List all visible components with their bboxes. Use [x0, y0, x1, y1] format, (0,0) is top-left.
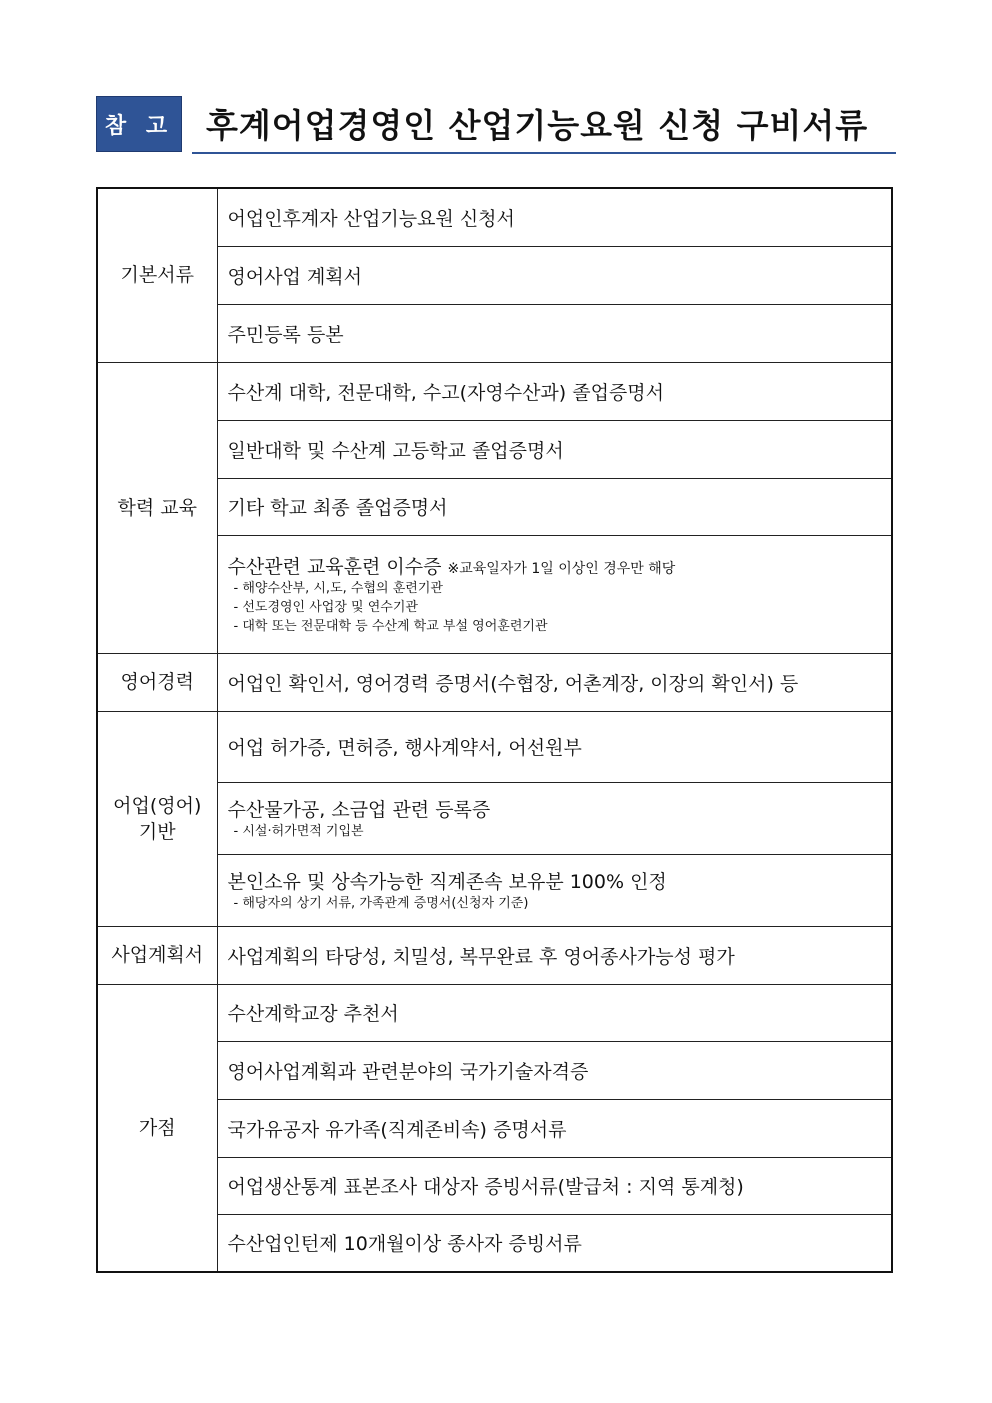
- sub-item: - 선도경영인 사업장 및 연수기관: [233, 600, 418, 615]
- list-item: 수산계학교장 추천서: [217, 984, 892, 1041]
- list-item: 영어사업계획과 관련분야의 국가기술자격증: [217, 1041, 892, 1099]
- list-item: 기타 학교 최종 졸업증명서: [217, 478, 892, 535]
- table-row: [97, 1099, 892, 1157]
- list-item: 수산업인턴제 10개월이상 종사자 증빙서류: [217, 1214, 892, 1272]
- list-item: 어업인 확인서, 영어경력 증명서(수협장, 어촌계장, 이장의 확인서) 등: [217, 653, 892, 711]
- table-row: [97, 362, 892, 420]
- sub-item: - 해양수산부, 시,도, 수협의 훈련기관: [233, 581, 443, 596]
- category-education: 학력 교육: [97, 362, 217, 653]
- table-row: [97, 711, 892, 782]
- table-row: [97, 1214, 892, 1272]
- table-row: [97, 188, 892, 246]
- list-item: 수산계 대학, 전문대학, 수고(자영수산과) 졸업증명서: [217, 362, 892, 420]
- list-item: 어업생산통계 표본조사 대상자 증빙서류(발급처 : 지역 통계청): [217, 1157, 892, 1214]
- table-row: [97, 984, 892, 1041]
- list-item: 사업계획의 타당성, 치밀성, 복무완료 후 영어종사가능성 평가: [217, 926, 892, 984]
- sub-item: - 해당자의 상기 서류, 가족관계 증명서(신청자 기준): [233, 896, 529, 911]
- table-row: [97, 782, 892, 854]
- list-item: 어업 허가증, 면허증, 행사계약서, 어선원부: [217, 711, 892, 782]
- category-basic-docs: 기본서류: [97, 188, 217, 362]
- table-row: [97, 1041, 892, 1099]
- list-item: 본인소유 및 상속가능한 직계존속 보유분 100% 인정 - 해당자의 상기 서류, 가족관계 증명서(신청자 기준): [217, 854, 892, 926]
- category-bonus-points: 가점: [97, 984, 217, 1272]
- table-row: [97, 478, 892, 535]
- list-item: 일반대학 및 수산계 고등학교 졸업증명서: [217, 420, 892, 478]
- table-row: [97, 854, 892, 926]
- list-item: 수산물가공, 소금업 관련 등록증 - 시설·허가면적 기입본: [217, 782, 892, 854]
- category-fishing-base: 어업(영어) 기반: [97, 711, 217, 926]
- table-row: [97, 304, 892, 362]
- page-title: 후계어업경영인 산업기능요원 신청 구비서류: [206, 106, 869, 145]
- table-row: [97, 1157, 892, 1214]
- sub-item: - 대학 또는 전문대학 등 수산계 학교 부설 영어훈련기관: [233, 619, 548, 634]
- category-business-plan: 사업계획서: [97, 926, 217, 984]
- table-row: [97, 926, 892, 984]
- note-text: ※교육일자가 1일 이상인 경우만 해당: [447, 561, 676, 577]
- table-row: [97, 420, 892, 478]
- table-row: [97, 653, 892, 711]
- list-item: 영어사업 계획서: [217, 246, 892, 304]
- table-row: [97, 246, 892, 304]
- reference-badge: 참 고: [96, 96, 182, 152]
- list-item: 국가유공자 유가족(직계존비속) 증명서류: [217, 1099, 892, 1157]
- table-row: [97, 535, 892, 653]
- sub-item: - 시설·허가면적 기입본: [233, 824, 364, 839]
- required-documents-table: [96, 187, 893, 1273]
- list-item: 주민등록 등본: [217, 304, 892, 362]
- title-underline: [192, 152, 896, 154]
- list-item: 어업인후계자 산업기능요원 신청서: [217, 188, 892, 246]
- list-item: 수산관련 교육훈련 이수증 ※교육일자가 1일 이상인 경우만 해당 - 해양수산부, 시,도, 수협의 훈련기관 - 선도경영인 사업장 및 연수기관 - 대학 또는 전문대학 등 수산계 학교 부설 영어훈련기관: [217, 535, 892, 653]
- category-fishing-career: 영어경력: [97, 653, 217, 711]
- document-header: [96, 96, 896, 154]
